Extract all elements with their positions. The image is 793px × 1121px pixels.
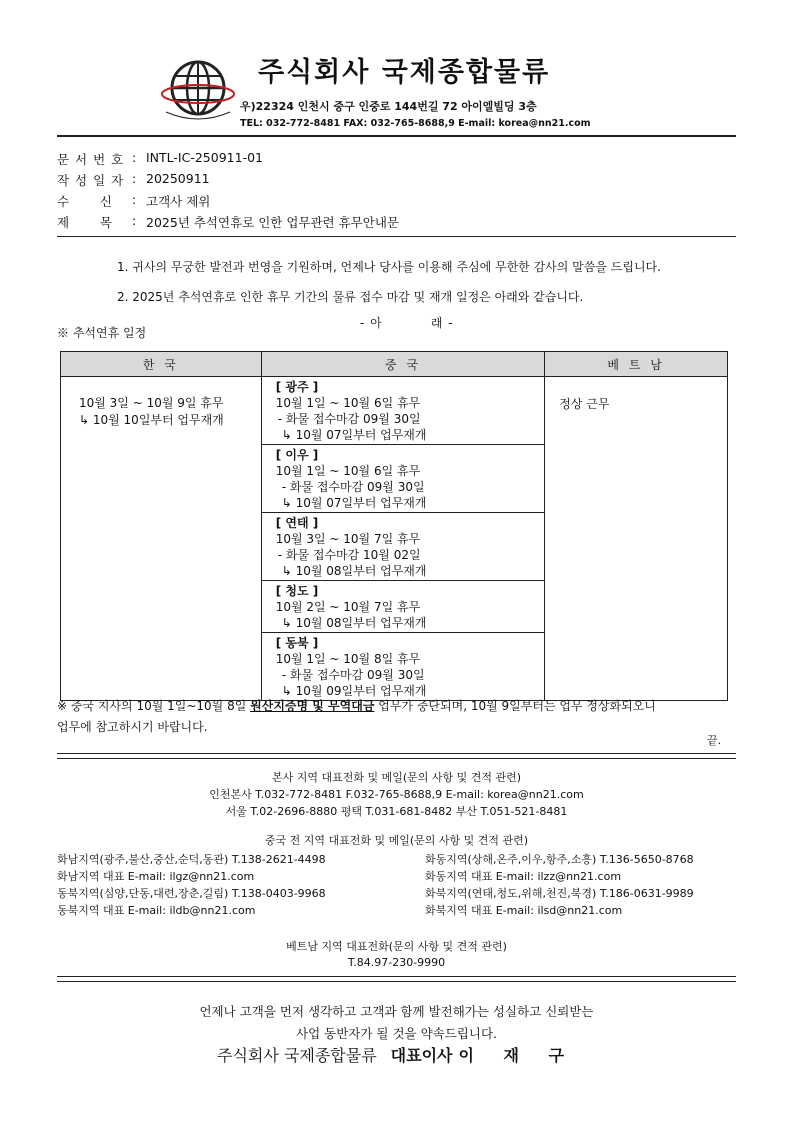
subject: 2025년 추석연휴로 인한 업무관련 휴무안내문 xyxy=(146,215,399,230)
subject-label: 제 목 xyxy=(57,215,113,230)
table-row xyxy=(61,377,728,701)
region-resume: ↳ 10월 08일부터 업무재개 xyxy=(281,564,427,578)
region-resume: ↳ 10월 07일부터 업무재개 xyxy=(281,428,427,442)
note-emphasis: 원산지증명 및 무역대금 xyxy=(250,699,375,713)
note-text: ※ 중국 지사의 10월 1일~10월 8일 xyxy=(57,699,251,713)
region-holiday: 10월 1일 ~ 10월 6일 휴무 xyxy=(275,464,421,478)
signature xyxy=(0,1043,793,1066)
closing-line-1: 언제나 고객을 먼저 생각하고 고객과 함께 발전해가는 성실하고 신뢰받는 xyxy=(199,1004,594,1019)
recipient: 고객사 제위 xyxy=(146,194,211,209)
date-row xyxy=(57,171,210,189)
company-name: 주식회사 국제종합물류 xyxy=(258,57,551,88)
header-divider xyxy=(57,135,736,137)
signature-title: 대표이사 xyxy=(390,1046,453,1065)
recipient-label: 수 신 xyxy=(57,194,113,209)
branch-contact-line: 서울 T.02-2696-8880 평택 T.031-681-8482 부산 T.051-521-8481 xyxy=(225,805,568,818)
region-name: [ 청도 ] xyxy=(275,584,319,598)
vietnam-phone: T.84.97-230-9990 xyxy=(347,956,446,969)
region-guangzhou xyxy=(262,377,545,445)
region-cutoff: - 화물 접수마감 09월 30일 xyxy=(281,668,425,682)
signature-company: 주식회사 국제종합물류 xyxy=(217,1046,377,1065)
china-note xyxy=(57,697,656,714)
region-resume: ↳ 10월 09일부터 업무재개 xyxy=(281,684,427,698)
doc-number-row xyxy=(57,150,263,168)
region-cutoff: - 화물 접수마감 09월 30일 xyxy=(277,412,421,426)
china-office-northeast: 동북지역(심양,단동,대련,장춘,길림) T.138-0403-9968 xyxy=(57,887,326,900)
region-name: [ 연태 ] xyxy=(275,516,319,530)
note-text: 업무가 중단되며, 10월 9일부터는 업무 정상화되오니 xyxy=(374,699,656,713)
separator: : xyxy=(132,213,137,228)
china-office-east: 화동지역(상해,온주,이우,항주,소흥) T.136-5650-8768 xyxy=(425,853,694,866)
china-office-north-email: 화북지역 대표 E-mail: ilsd@nn21.com xyxy=(425,904,623,917)
region-name: [ 광주 ] xyxy=(275,380,319,394)
header-vietnam: 베 트 남 xyxy=(545,352,728,377)
doc-number-label: 문 서 번 호 xyxy=(57,152,125,167)
schedule-heading: ※ 추석연휴 일정 xyxy=(57,326,147,340)
china-contact-title: 중국 전 지역 대표전화 및 메일(문의 사항 및 견적 관련) xyxy=(264,834,529,847)
company-address: 우)22324 인천시 중구 인중로 144번길 72 아이엘빌딩 3층 xyxy=(240,100,537,113)
hq-contact-line: 인천본사 T.032-772-8481 F.032-765-8688,9 E-mail: korea@nn21.com xyxy=(209,788,584,801)
subject-row xyxy=(57,213,399,231)
region-name: [ 이우 ] xyxy=(275,448,319,462)
company-contact: TEL: 032-772-8481 FAX: 032-765-8688,9 E-mail: korea@nn21.com xyxy=(240,118,591,129)
region-resume: ↳ 10월 07일부터 업무재개 xyxy=(281,496,427,510)
region-yantai xyxy=(262,513,545,581)
china-cell xyxy=(261,377,545,701)
header-china: 중 국 xyxy=(261,352,545,377)
footer-divider xyxy=(57,753,736,759)
separator: : xyxy=(132,171,137,186)
region-dongbei xyxy=(262,633,545,700)
region-holiday: 10월 1일 ~ 10월 8일 휴무 xyxy=(275,652,421,666)
china-office-northeast-email: 동북지역 대표 E-mail: ildb@nn21.com xyxy=(57,904,256,917)
doc-number: INTL-IC-250911-01 xyxy=(146,150,263,165)
korea-holiday: 10월 3일 ~ 10월 9일 휴무 xyxy=(79,396,224,410)
meta-divider xyxy=(57,236,736,237)
paragraph-1: 1. 귀사의 무궁한 발전과 번영을 기원하며, 언제나 당사를 이용해 주심에 무한한 감사의 말씀을 드립니다. xyxy=(117,260,661,274)
region-cutoff: - 화물 접수마감 10월 02일 xyxy=(277,548,421,562)
header-korea: 한 국 xyxy=(61,352,262,377)
china-office-south: 화남지역(광주,불산,중산,순덕,동관) T.138-2621-4498 xyxy=(57,853,326,866)
end-mark: 끝. xyxy=(707,734,722,747)
holiday-schedule-table xyxy=(60,351,728,701)
separator: : xyxy=(132,150,137,165)
region-name: [ 동북 ] xyxy=(275,636,319,650)
section-title: - 아 래 - xyxy=(360,316,454,330)
region-holiday: 10월 3일 ~ 10월 7일 휴무 xyxy=(275,532,421,546)
region-resume: ↳ 10월 08일부터 업무재개 xyxy=(281,616,427,630)
region-cutoff: - 화물 접수마감 09월 30일 xyxy=(281,480,425,494)
recipient-row xyxy=(57,192,210,210)
region-holiday: 10월 1일 ~ 10월 6일 휴무 xyxy=(275,396,421,410)
korea-cell xyxy=(61,377,262,701)
region-yiwu xyxy=(262,445,545,513)
closing-line-2: 사업 동반자가 될 것을 약속드립니다. xyxy=(296,1026,497,1041)
vietnam-cell xyxy=(545,377,728,701)
paragraph-2: 2. 2025년 추석연휴로 인한 휴무 기간의 물류 접수 마감 및 재개 일정은 아래와 같습니다. xyxy=(117,290,584,304)
china-office-east-email: 화동지역 대표 E-mail: ilzz@nn21.com xyxy=(425,870,622,883)
separator: : xyxy=(132,192,137,207)
region-holiday: 10월 2일 ~ 10월 7일 휴무 xyxy=(275,600,421,614)
vietnam-status: 정상 근무 xyxy=(559,397,610,411)
china-note-continued: 업무에 참고하시기 바랍니다. xyxy=(57,720,208,734)
signature-name: 이 재 구 xyxy=(458,1046,576,1065)
korea-resume: ↳ 10월 10일부터 업무재개 xyxy=(79,413,224,427)
table-header-row xyxy=(61,352,728,377)
china-office-north: 화북지역(연태,청도,위해,천진,북경) T.186-0631-9989 xyxy=(425,887,694,900)
hq-contact-title: 본사 지역 대표전화 및 메일(문의 사항 및 견적 관련) xyxy=(271,771,522,784)
china-office-south-email: 화남지역 대표 E-mail: ilgz@nn21.com xyxy=(57,870,255,883)
company-logo xyxy=(160,54,236,130)
closing-divider xyxy=(57,976,736,982)
date-label: 작 성 일 자 xyxy=(57,173,125,188)
vietnam-contact-title: 베트남 지역 대표전화(문의 사항 및 견적 관련) xyxy=(286,940,507,953)
doc-date: 20250911 xyxy=(146,171,210,186)
region-qingdao xyxy=(262,581,545,633)
